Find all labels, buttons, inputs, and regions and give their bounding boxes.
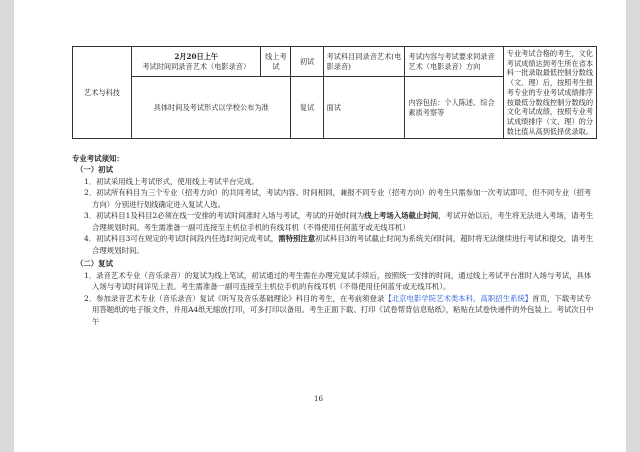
retest-item-1: 1．录音艺术专业（音乐录音）的复试为线上笔试，初试通过的考生需在办理完复试手续后，按照统一安排的时间，通过线上考试平台准时入场与考试，具体入场与考试时间详见上表。考生需准备一副可连接至主机位手机的有线耳机（不得使用任何蓝牙或无线耳机）。 <box>84 270 592 292</box>
content-cell: 内容包括：个人陈述、综合素质考察等 <box>405 77 503 139</box>
category-cell: 艺术与科技 <box>73 47 132 139</box>
round-cell: 初试 <box>291 47 323 77</box>
subject-cell: 考试科目同录音艺术(电影录音) <box>323 47 405 77</box>
retest-heading: （二）复试 <box>76 259 113 269</box>
round-cell: 复试 <box>291 77 323 139</box>
special-note-emphasis: 需特别注意 <box>278 234 316 244</box>
deadline-emphasis: 线上考场入场截止时间 <box>364 211 439 221</box>
time-cell <box>132 47 261 77</box>
page-number: 16 <box>314 395 323 403</box>
prelim-item-2: 2．初试所有科目为三个专业（招考方向）的共同考试，考试内容、时间相同，兼报不同专业（招考方向）的考生只需参加一次考试即可，但不同专业（招考方向）分别进行划线确定进入复试人选。 <box>84 188 592 209</box>
prelim-item-3: 3．初试科目1及科目2必须在线一安排的考试时间准时入场与考试，考试的开始时间为线上考场入场截止时间，考试开始以后，考生将无法进入考场，请考生合理规划时间。考生需准备一副可连接至主机位手机的有线耳机（不得使用任何蓝牙或无线耳机） <box>84 211 594 232</box>
exam-time-desc: 考试时间同录音艺术（电影录音） <box>142 61 251 71</box>
content-cell: 考试内容与考试要求同录音艺术（电影录音）方向 <box>405 47 503 77</box>
exam-schedule-table <box>72 46 597 139</box>
prelim-item-1: 1．初试采用线上考试形式，使用线上考试平台完成。 <box>84 176 259 186</box>
exam-date: 2月20日上午 <box>174 52 219 62</box>
prelim-heading: （一）初试 <box>76 165 113 175</box>
watermark: 稿定设计 · 中国人大... <box>488 426 602 437</box>
time-cell: 具体时间及考试形式以学校公布为准 <box>132 77 291 139</box>
notice-section <box>72 153 598 327</box>
notice-title: 专业考试须知： <box>72 154 124 163</box>
document-page <box>14 0 626 452</box>
enrollment-system-link[interactable]: 【北京电影学院艺术类本科、高职招生系统】 <box>384 293 533 303</box>
mode-cell: 线上考试 <box>261 47 291 77</box>
table-row <box>73 47 597 77</box>
admission-note-cell: 专业考试合格的考生，文化考试成绩达到考生所在省本科一批录取最低控制分数线（文、理）后，按照考生报考专业的专业考试成绩排序按最低分数线控制分数线的文化考试成绩，按照专业考试成绩排序（文、理）的分数比值从高到低择优录取。 <box>503 47 596 139</box>
subject-cell: 面试 <box>323 77 405 139</box>
retest-item-2: 2．参加录音艺术专业（音乐录音）复试《听写及音乐基础理论》科目的考生，在考前须登录【北京电影学院艺术类本科、高职招生系统】首页，下载考试专用答题纸的电子版文件，并用A4纸无缩放打印，可多打印以备用。考生正面下载、打印《试卷帮背信息贴纸》，粘贴在试卷快递件的外包装上。考试次日中午 <box>84 293 594 326</box>
prelim-item-4: 4．初试科目3可在规定的考试时间段内任选时间完成考试，需特别注意初试科目3的考试截止时间为系统关闭时间，超时将无法继续进行考试和提交，请考生合理规划时间。 <box>84 234 594 255</box>
